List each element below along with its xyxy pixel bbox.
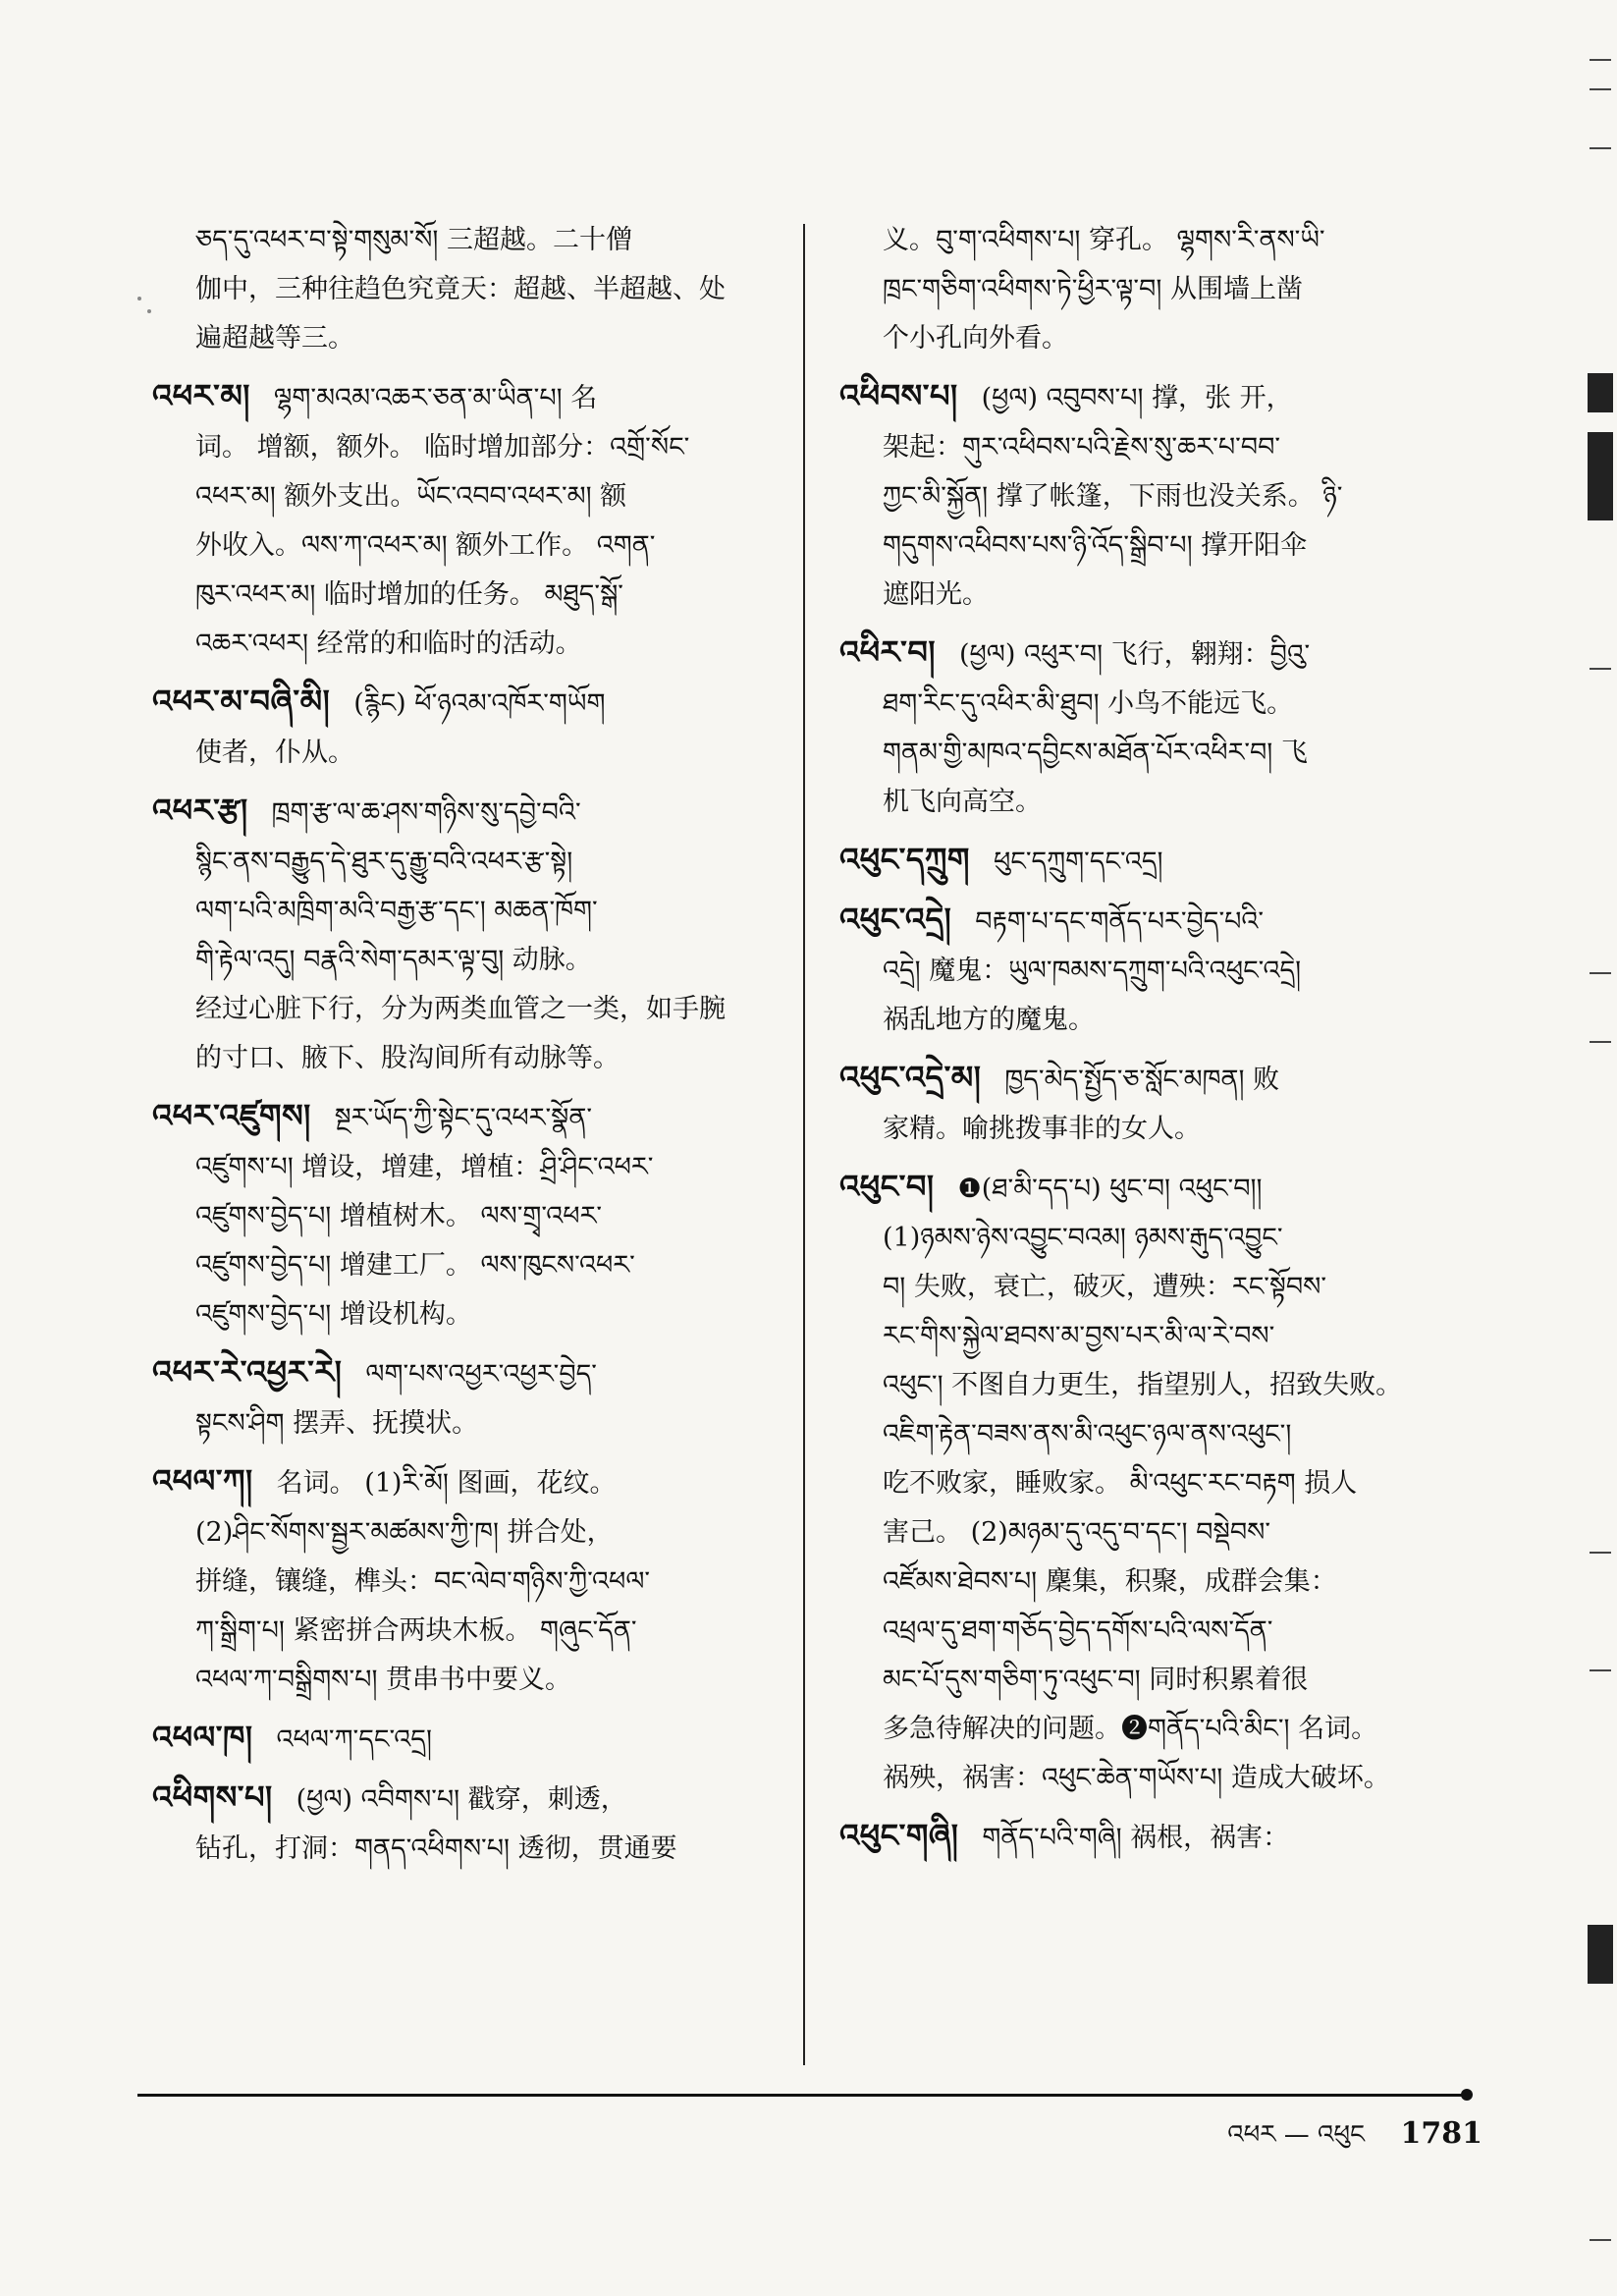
- entry-line: [152, 571, 790, 620]
- entry-line: [152, 314, 790, 363]
- dictionary-entry: [839, 371, 1478, 620]
- entry-headword: འཕར་འཛུགས།: [152, 1097, 311, 1134]
- entry-line: [152, 1091, 790, 1143]
- entry-text: གནམ་གྱི་མཁའ་དབྱིངས་མཐོན་པོར་འཕིར་བ། 飞: [883, 738, 1308, 768]
- entry-text: ལྷག་མའམ་འཆར་ཅན་མ་ཡིན་པ། 名: [273, 383, 598, 413]
- dictionary-entry: [152, 1347, 790, 1449]
- entry-text: ཅད་དུ་འཕར་བ་སྟེ་གསུམ་སོ། 三超越。二十僧: [195, 225, 632, 255]
- entry-headword: འཕུང་གཞི།: [839, 1817, 959, 1854]
- entry-text: 机飞向高空。: [883, 787, 1042, 817]
- entry-line: [839, 729, 1478, 778]
- entry-line: [839, 371, 1478, 423]
- entry-headword: འཕིར་བ།: [839, 633, 936, 671]
- entry-headword: འཕར་རྩ།: [152, 792, 248, 829]
- entry-text: ལག་པས་འཕྱར་འཕྱར་བྱེད་: [365, 1359, 597, 1390]
- entry-text: 名词。 (1)རི་མོ། 图画，花纹。: [276, 1468, 617, 1499]
- entry-text: འཕར་མ། 额外支出。ཡོང་འབབ་འཕར་མ། 额: [195, 481, 627, 512]
- dictionary-entry: [152, 786, 790, 1083]
- entry-line: [152, 1656, 790, 1705]
- entry-text: 经过心脏下行，分为两类血管之一类，如手腕: [195, 994, 726, 1024]
- entry-line: [152, 521, 790, 571]
- entry-text: ཁྲང་གཅིག་འཕིགས་ཏེ་ཕྱིར་ལྟ་བ། 从围墙上凿: [883, 274, 1303, 304]
- entry-text: (2)ཤིང་སོགས་སྦྱར་མཚམས་ཀྱི་ཁ། 拼合处，: [195, 1517, 614, 1548]
- entry-headword: འཕིབས་པ།: [839, 377, 958, 414]
- entry-text: སྟངས་ཤིག 摆弄、抚摸状。: [195, 1408, 479, 1439]
- entry-line: [152, 1034, 790, 1083]
- dictionary-entry: [839, 835, 1478, 887]
- dictionary-entry: [839, 1811, 1478, 1863]
- entry-line: [839, 835, 1478, 887]
- entry-line: [839, 423, 1478, 472]
- entry-text: ཐག་རིང་དུ་འཕིར་མི་ཐུབ། 小鸟不能远飞。: [883, 688, 1294, 719]
- entry-text: 词。 增额，额外。 临时增加部分：འགྲོ་སོང་: [195, 432, 690, 463]
- entry-text: འཕུང་། 不图自力更生，指望别人，招致失败。: [883, 1370, 1403, 1400]
- entry-line: [152, 936, 790, 985]
- entry-line: [152, 1347, 790, 1399]
- entry-text: འཕལ་ཀ་བསྒྲིགས་པ། 贯串书中要义。: [195, 1665, 572, 1695]
- dictionary-entry: [152, 677, 790, 778]
- entry-text: 祸殃，祸害：འཕུང་ཆེན་གཡོས་པ། 造成大破坏。: [883, 1763, 1390, 1793]
- entry-text: གི་རྟེལ་འདུ། བརྣའི་སེག་དམར་ལྟ་བུ། 动脉。: [195, 945, 592, 975]
- entry-line: [152, 1192, 790, 1241]
- entry-line: [839, 628, 1478, 680]
- entry-line: [839, 778, 1478, 827]
- entry-line: [839, 895, 1478, 947]
- entry-headword: འཕུང་འདྲེ།: [839, 901, 952, 938]
- entry-text: ལག་པའི་མཁྲིག་མའི་བརྒྱ་རྩ་དང་། མཆན་ཁོག་: [195, 896, 598, 926]
- entry-text: འཕྲལ་དུ་ཐག་གཅོད་བྱེད་དགོས་པའི་ལས་དོན་: [883, 1615, 1273, 1646]
- entry-line: [152, 1456, 790, 1508]
- entry-headword: འཕུང་དཀྲུག: [839, 841, 970, 878]
- page-range: འཕར — འཕུང: [1227, 2120, 1366, 2150]
- entry-line: [839, 1508, 1478, 1558]
- entry-line: [839, 1312, 1478, 1361]
- entry-text: 祸乱地方的魔鬼。: [883, 1005, 1095, 1035]
- entry-text: (1)ཉམས་ཉེས་འབྱུང་བའམ། ཉམས་རྒུད་འབྱུང་: [883, 1223, 1283, 1253]
- entry-text: (ཕྱལ) འབུབས་པ། 撑，张 开，: [981, 383, 1293, 413]
- dictionary-entry: [152, 216, 790, 363]
- entry-line: [839, 1459, 1478, 1508]
- entry-line: [152, 371, 790, 423]
- entry-headword: འཕུང་འདྲེ་མ།: [839, 1059, 982, 1096]
- entry-line: [152, 838, 790, 887]
- entry-line: [839, 1705, 1478, 1754]
- entry-line: [839, 1754, 1478, 1803]
- left-column: [152, 216, 790, 2062]
- entry-text: 家精。喻挑拨事非的女人。: [883, 1114, 1201, 1144]
- entry-text: 的寸口、腋下、股沟间所有动脉等。: [195, 1043, 620, 1073]
- entry-line: [152, 1713, 790, 1765]
- entry-line: [839, 1607, 1478, 1656]
- entry-headword: འཕལ་ཁ།: [152, 1719, 253, 1756]
- entry-text: འཆར་འཕར། 经常的和临时的活动。: [195, 629, 582, 659]
- entry-line: [152, 985, 790, 1034]
- dictionary-entry: [152, 1773, 790, 1874]
- entry-text: 吃不败家，睡败家。 མི་འཕུང་རང་བརྟག 损人: [883, 1468, 1358, 1499]
- entry-text: (རྙིང) ཕོ་ཉའམ་འཁོར་གཡོག: [353, 688, 606, 719]
- entry-line: [152, 423, 790, 472]
- entry-text: 外收入。ལས་ཀ་འཕར་མ། 额外工作。 འགན་: [195, 530, 656, 561]
- entry-text: 多急待解决的问题。❷གནོད་པའི་མིང་། 名词。: [883, 1714, 1378, 1744]
- entry-headword: འཕུང་བ།: [839, 1168, 935, 1205]
- entry-line: [152, 1399, 790, 1449]
- entry-headword: འཕར་མ་བཞི་མི།: [152, 683, 331, 720]
- footer-rule-dot: [1461, 2089, 1473, 2101]
- entry-text: འཇིག་རྟེན་བཟས་ནས་མི་འཕུང་ཉལ་ནས་འཕུང་།: [883, 1419, 1292, 1449]
- entry-line: [152, 729, 790, 778]
- entry-text: ཁྲག་རྩ་ལ་ཆ་ཤས་གཉིས་སུ་དབྱེ་བའི་: [271, 797, 581, 828]
- entry-text: གནོད་པའི་གཞི། 祸根，祸害：: [982, 1823, 1290, 1853]
- entry-text: རང་གིས་སྐྱེལ་ཐབས་མ་བྱས་པར་མི་ལ་རེ་བས་: [883, 1321, 1275, 1351]
- entry-text: འདྲེ། 魔鬼：ཡུལ་ཁམས་དཀྲུག་པའི་འཕུང་འདྲེ།: [883, 956, 1302, 986]
- entry-headword: འཕར་མ།: [152, 377, 250, 414]
- entry-headword: འཕལ་ཀ།: [152, 1462, 253, 1500]
- entry-line: [152, 265, 790, 314]
- entry-text: སྔར་ཡོད་ཀྱི་སྟེང་དུ་འཕར་སྣོན་: [334, 1103, 593, 1133]
- entry-text: འཛོམས་ཐེབས་པ། 麇集，积聚，成群会集：: [883, 1566, 1337, 1597]
- entry-line: [839, 571, 1478, 620]
- page-footer: [1188, 2106, 1482, 2178]
- scan-speck: [147, 309, 151, 313]
- entry-line: [152, 1825, 790, 1874]
- entry-text: ❶(ཐ་མི་དད་པ) ཕུང་བ། འཕུང་བ།།: [957, 1174, 1263, 1204]
- entry-line: [839, 521, 1478, 571]
- page-number: 1781: [1400, 2116, 1482, 2151]
- entry-line: [152, 677, 790, 729]
- entry-line: [839, 1053, 1478, 1105]
- dictionary-entry: [152, 1456, 790, 1705]
- entry-headword: འཕར་རེ་འཕྱར་རེ།: [152, 1353, 343, 1391]
- entry-text: གདུགས་འཕིབས་པས་ཉི་འོད་སྒྲིབ་པ། 撑开阳伞: [883, 530, 1308, 561]
- entry-text: (ཕྱལ) འབིགས་པ། 戳穿，刺透，: [296, 1784, 627, 1815]
- entry-text: 伽中，三种往趋色究竟天：超越、半超越、处: [195, 274, 726, 304]
- entry-line: [839, 472, 1478, 521]
- entry-line: [839, 1162, 1478, 1214]
- entry-line: [839, 1558, 1478, 1607]
- right-column: [839, 216, 1478, 2062]
- entry-line: [152, 1143, 790, 1192]
- dictionary-entry: [839, 895, 1478, 1045]
- dictionary-entry: [152, 371, 790, 669]
- entry-line: [152, 472, 790, 521]
- entry-line: [839, 1410, 1478, 1459]
- entry-line: [152, 1607, 790, 1656]
- entry-text: ཁུར་འཕར་མ། 临时增加的任务。 མཐུད་སྒོ་: [195, 579, 623, 610]
- scan-speck: [137, 297, 141, 301]
- entry-text: བརྟག་པ་དང་གནོད་པར་བྱེད་པའི་: [975, 906, 1265, 937]
- entry-line: [839, 265, 1478, 314]
- entry-text: འཛུགས་པ། 增设，增建，增植：ཤྲི་ཤིང་འཕར་: [195, 1152, 654, 1182]
- entry-text: ཀ་སྒྲིག་པ། 紧密拼合两块木板。 གཞུང་དོན་: [195, 1615, 637, 1646]
- entry-text: 使者，仆从。: [195, 738, 354, 768]
- entry-text: (ཕྱལ) འཕུར་བ། 飞行，翱翔：བྱིའུ་: [958, 639, 1311, 670]
- entry-text: འཛུགས་བྱེད་པ། 增植树木。 ལས་གྲྭ་འཕར་: [195, 1201, 603, 1231]
- entry-line: [839, 216, 1478, 265]
- entry-text: 个小孔向外看。: [883, 323, 1068, 354]
- entry-text: 遮阳光。: [883, 579, 989, 610]
- entry-line: [152, 1773, 790, 1825]
- entry-text: 拼缝，镶缝，榫头：བང་ལེབ་གཉིས་ཀྱི་འཕལ་: [195, 1566, 651, 1597]
- entry-text: སྙིང་ནས་བརྒྱུད་དེ་ཐུར་དུ་རྒྱུ་བའི་འཕར་རྩ་སྟེ།: [195, 847, 573, 877]
- dictionary-entry: [152, 1091, 790, 1339]
- entry-line: [152, 1508, 790, 1558]
- entry-line: [152, 1241, 790, 1290]
- entry-line: [152, 1558, 790, 1607]
- entry-line: [839, 1263, 1478, 1312]
- entry-text: 架起：གུར་འཕིབས་པའི་རྗེས་སུ་ཆར་པ་བབ་: [883, 432, 1281, 463]
- entry-text: 义。བུ་ག་འཕིགས་པ། 穿孔。 ལྷགས་རི་ནས་ཡི་: [883, 225, 1325, 255]
- entry-line: [152, 216, 790, 265]
- entry-line: [839, 1656, 1478, 1705]
- entry-line: [839, 1811, 1478, 1863]
- entry-line: [152, 620, 790, 669]
- entry-line: [152, 1290, 790, 1339]
- entry-headword: འཕིགས་པ།: [152, 1778, 273, 1816]
- entry-line: [839, 947, 1478, 996]
- column-divider: [803, 224, 805, 2065]
- entry-line: [839, 1105, 1478, 1154]
- scan-edge-marks: [1578, 0, 1617, 2296]
- entry-line: [839, 1361, 1478, 1410]
- entry-line: [152, 887, 790, 936]
- entry-line: [839, 996, 1478, 1045]
- entry-line: [839, 314, 1478, 363]
- entry-text: འཕལ་ཀ་དང་འདྲ།: [276, 1724, 432, 1755]
- entry-line: [152, 786, 790, 838]
- entry-text: འཛུགས་བྱེད་པ། 增建工厂。 ལས་ཁུངས་འཕར་: [195, 1250, 635, 1281]
- dictionary-entry: [839, 216, 1478, 363]
- entry-text: ཁྱད་མེད་སྤྱོད་ཅ་སློང་མཁན། 败: [1004, 1065, 1280, 1095]
- dictionary-entry: [152, 1713, 790, 1765]
- entry-text: འཛུགས་བྱེད་པ། 增设机构。: [195, 1299, 472, 1330]
- entry-line: [839, 1214, 1478, 1263]
- entry-text: 害己。 (2)མཉམ་དུ་འདུ་བ་དང་། བསྡེབས་: [883, 1517, 1271, 1548]
- entry-text: 遍超越等三。: [195, 323, 354, 354]
- dictionary-entry: [839, 628, 1478, 827]
- entry-text: 钻孔，打洞：གནད་འཕིགས་པ། 透彻，贯通要: [195, 1833, 677, 1864]
- footer-rule: [137, 2094, 1468, 2097]
- dictionary-entry: [839, 1053, 1478, 1154]
- entry-text: བ། 失败，衰亡，破灭，遭殃：རང་སྟོབས་: [883, 1272, 1327, 1302]
- entry-text: ཕུང་དཀྲུག་དང་འདྲ།: [993, 847, 1163, 877]
- dictionary-entry: [839, 1162, 1478, 1803]
- entry-text: ཀྱང་མི་སྐྱོན། 撑了帐篷，下雨也没关系。 ཉི་: [883, 481, 1343, 512]
- entry-line: [839, 680, 1478, 729]
- entry-text: མང་པོ་དུས་གཅིག་ཏུ་འཕུང་བ། 同时积累着很: [883, 1665, 1309, 1695]
